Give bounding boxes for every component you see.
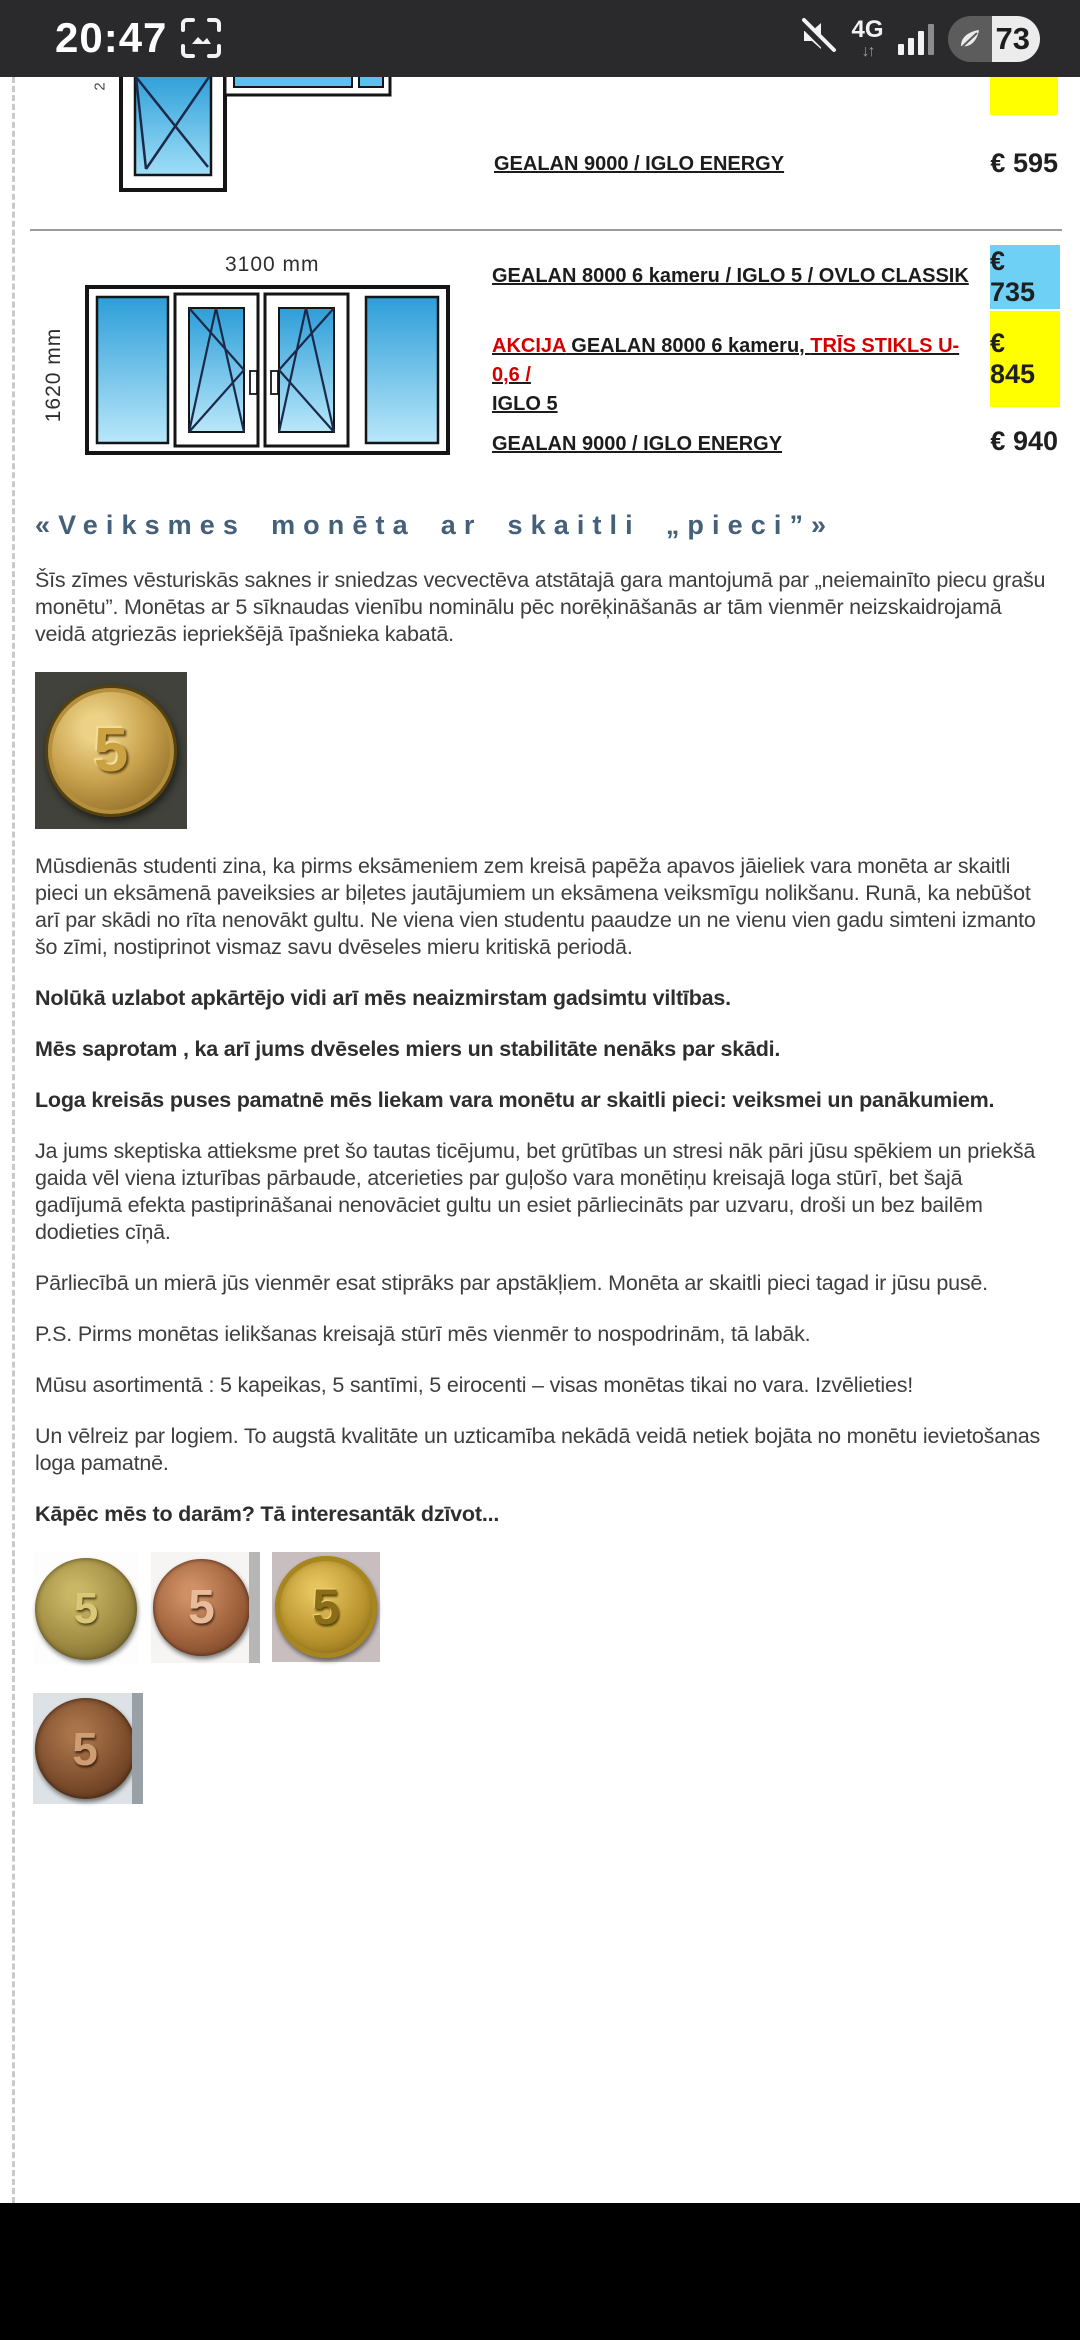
coin-face: 5	[45, 685, 177, 817]
article-heading: «Veiksmes monēta ar skaitli „pieci”»	[35, 510, 835, 540]
product-link-gealan-9000-row2[interactable]: GEALAN 9000 / IGLO ENERGY	[492, 433, 783, 455]
price-highlight-yellow-cut	[990, 77, 1058, 115]
paragraph-ps: P.S. Pirms monētas ielikšanas kreisajā stūrī mēs vienmēr to nospodrinām, tā labāk.	[35, 1322, 811, 1346]
product-link-gealan-9000-row1[interactable]: GEALAN 9000 / IGLO ENERGY	[494, 153, 785, 175]
paragraph-bold-kapec: Kāpēc mēs to darām? Tā interesantāk dzīvot...	[35, 1502, 500, 1526]
paragraph-history: Šīs zīmes vēsturiskās saknes ir sniedzas vecvectēva atstātajā gara mantojumā par „neiemainīto piecu grašu monētu”. Monētas ar 5 sīknaudas vienību nominālu pēc norēķināšanās ar tām vienmēr neizskaidrojamā veidā atgriezās iepriekšējā īpašnieka kabatā.	[35, 568, 1046, 646]
page-left-border	[12, 77, 15, 2203]
battery-percent: 73	[995, 20, 1030, 56]
coin-photo-santimi-brass: 5	[272, 1552, 380, 1662]
paragraph-asortiments: Mūsu asortimentā : 5 kapeikas, 5 santīmi, 5 eirocenti – visas monētas tikai no vara. Izvēlieties!	[35, 1373, 914, 1397]
network-type-indicator: 4G ↓↑	[851, 15, 884, 60]
status-bar	[0, 0, 1080, 77]
product-link-gealan-8000-ovlo[interactable]: GEALAN 8000 6 kameru / IGLO 5 / OVLO CLASSIK	[492, 265, 969, 287]
product-link-akcija-tris-stikls[interactable]: AKCIJA GEALAN 8000 6 kameru, TRĪS STIKLS U-0,6 / IGLO 5	[492, 335, 960, 415]
paragraph-velreiz: Un vēlreiz par logiem. To augstā kvalitāte un uzticamība nekādā veidā netiek bojāta no monētu ievietošanas loga pamatnē.	[35, 1424, 1041, 1475]
coin-gallery-row	[33, 1552, 1051, 1665]
data-arrows-icon: ↓↑	[861, 42, 874, 60]
price-row2-item3: € 940	[990, 426, 1058, 456]
window-width-label: 3100 mm	[225, 253, 320, 276]
ruler-strip	[132, 1693, 143, 1804]
paragraph-bold-saprotam: Mēs saprotam , ka arī jums dvēseles miers un stabilitāte nenāks par skādi.	[35, 1037, 781, 1061]
battery-indicator	[948, 16, 1040, 62]
coin-photo-santimi-copper: 5	[33, 1693, 143, 1804]
screenshot-icon	[180, 18, 222, 63]
price-highlight-cyan: € 735	[990, 245, 1060, 309]
coin-photo-eurocent: 5	[151, 1552, 260, 1663]
article-body	[35, 510, 1051, 1804]
paragraph-parlieciba: Pārliecībā un mierā jūs vienmēr esat stiprāks par apstākļiem. Monēta ar skaitli pieci tagad ir jūsu pusē.	[35, 1271, 988, 1295]
mute-icon	[798, 16, 838, 61]
paragraph-bold-noluka: Nolūkā uzlabot apkārtējo vidi arī mēs neaizmirstam gadsimtu viltības.	[35, 986, 731, 1010]
paragraph-bold-loga: Loga kreisās puses pamatnē mēs liekam vara monētu ar skaitli pieci: veiksmei un panākumiem.	[35, 1088, 995, 1112]
ruler-strip	[249, 1552, 260, 1663]
paragraph-skeptiska: Ja jums skeptiska attieksme pret šo tautas ticējumu, bet grūtības un stresi nāk pāri jūsu spēkiem un priekšā gaida vēl viena izturības pārbaude, atcerieties par guļošo vara monētiņu kreisajā loga stūrī, bet šajā gadījumā efekta pastiprināšanai nenovāciet gultu un esiet pārliecināts par uzvaru, droši un bez bailēm dodieties cīņā.	[35, 1139, 1036, 1244]
coin-photo-kopeks: 5	[33, 1552, 139, 1665]
price-highlight-yellow: € 845	[990, 311, 1060, 407]
clock: 20:47	[55, 14, 168, 61]
window-height-label: 1620 mm	[42, 327, 65, 423]
paragraph-students: Mūsdienās studenti zina, ka pirms eksāmeniem zem kreisā papēža apavos jāieliek vara monēta ar skaitli pieci un eksāmenā paveiksies ar biļetes jautājumiem un eksāmena veiksmīgu nolikšanu. Runā, ka nebūšot arī par skādi no rīta nenovākt gultu. Ne viena vien studentu paaudze un ne vienu vien gadu simteni izmanto šo zīmi, nostiprinot vismaz savu dvēseles mieru kritiskā periodā.	[35, 854, 1036, 959]
signal-strength-icon	[898, 23, 934, 55]
lucky-coin-photo	[35, 672, 187, 829]
window-diagram-3100x1620	[85, 285, 450, 455]
power-saving-leaf-icon	[948, 16, 992, 62]
dimension-fragment: 2	[91, 82, 109, 91]
window-diagram-balcony-door	[118, 77, 393, 193]
price-row1: € 595	[990, 148, 1058, 178]
row-divider	[30, 229, 1062, 231]
window-handle-icon	[250, 371, 257, 394]
coin-gallery-row2	[33, 1693, 1051, 1804]
android-nav-bar	[0, 2203, 1080, 2340]
window-handle-icon	[271, 371, 278, 394]
